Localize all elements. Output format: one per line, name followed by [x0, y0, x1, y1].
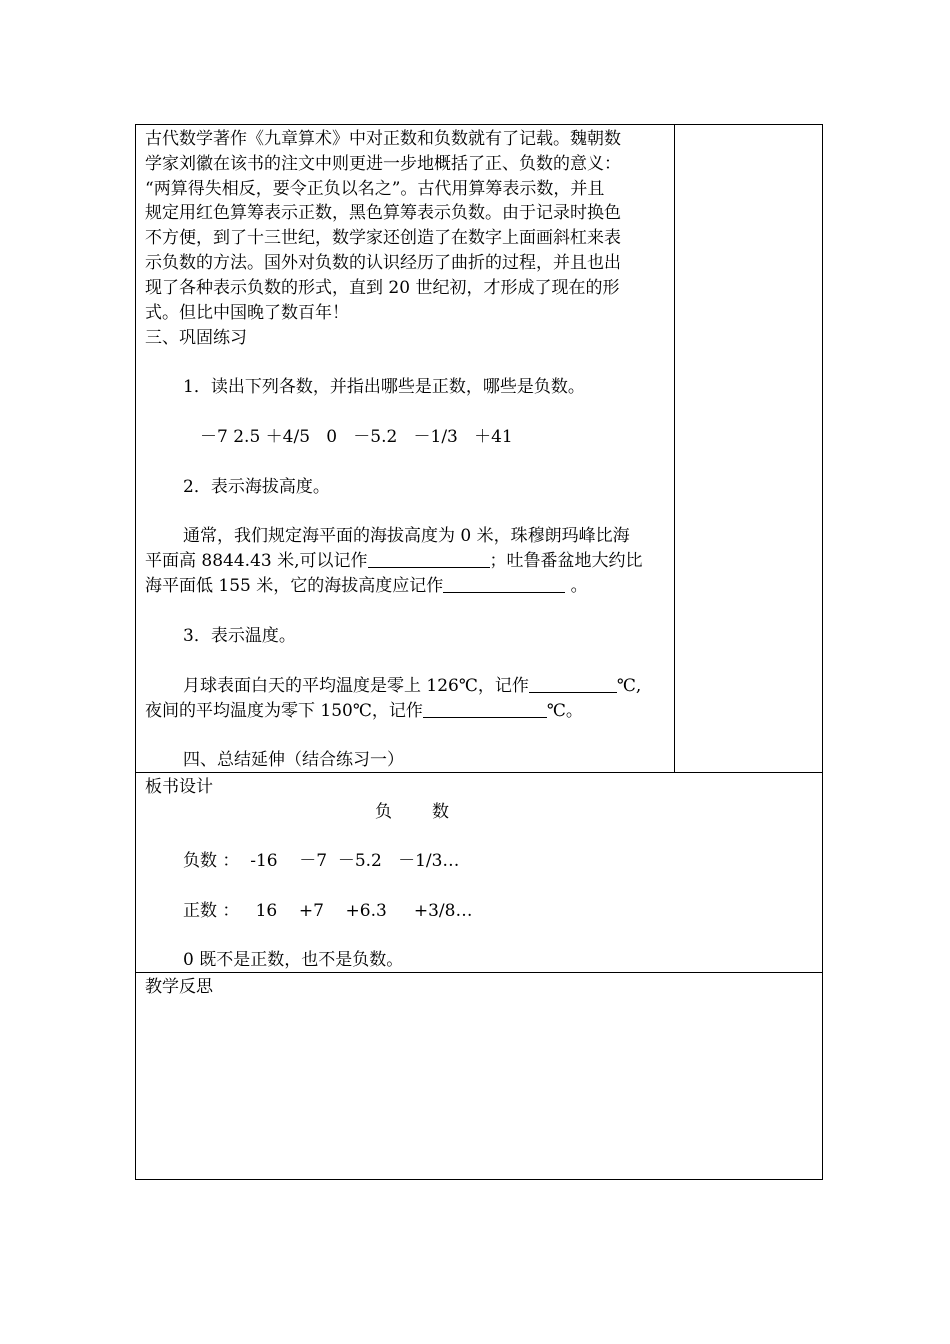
history-line: 现了各种表示负数的形式，直到 20 世纪初，才形成了现在的形: [145, 277, 620, 298]
answer-blank-turpan[interactable]: [443, 574, 565, 593]
exercise3-line1-text: 月球表面白天的平均温度是零上 126℃，记作: [183, 676, 529, 696]
history-line: 不方便，到了十三世纪，数学家还创造了在数字上面画斜杠来表: [145, 228, 621, 249]
board-negative-line: 负数 ： -16 －7 －5.2 －1/3…: [183, 851, 460, 871]
exercise3-line2-unit: ℃。: [546, 701, 583, 721]
board-positive-line: 正数 ： 16 +7 +6.3 +3/8…: [183, 901, 473, 921]
board-title-char-1: 负: [375, 802, 392, 822]
history-line: “两算得失相反，要令正负以名之”。古代用算筹表示数，并且: [145, 178, 605, 199]
exercise2-line1: 通常，我们规定海平面的海拔高度为 0 米，珠穆朗玛峰比海: [183, 526, 630, 546]
exercise2-prompt: 2．表示海拔高度。: [183, 477, 330, 497]
history-line: 规定用红色算筹表示正数，黑色算筹表示负数。由于记录时换色: [145, 203, 621, 224]
exercise2-line2-rest: ；吐鲁番盆地大约比: [489, 551, 643, 571]
exercise2-line3-rest: 。: [565, 576, 588, 596]
history-line: 式。但比中国晚了数百年！: [145, 302, 349, 323]
board-zero-line: 0 既不是正数，也不是负数。: [183, 950, 404, 970]
exercise3-line1: [183, 674, 641, 699]
section3-heading: 三、巩固练习: [145, 328, 247, 348]
exercise2-line2-text: 平面高 8844.43 米,可以记作: [145, 551, 368, 571]
exercise3-line1-unit: ℃,: [616, 676, 642, 696]
exercise2-line3: [145, 574, 588, 599]
board-title-char-2: 数: [432, 802, 449, 822]
history-line: 古代数学著作《九章算术》中对正数和负数就有了记载。魏朝数: [145, 129, 621, 149]
answer-blank-night-temp[interactable]: [423, 699, 547, 718]
history-line: 学家刘徽在该书的注文中则更进一步地概括了正、负数的意义：: [145, 153, 621, 174]
exercise3-line2: [145, 699, 583, 724]
section4-heading: 四、总结延伸（结合练习一）: [183, 750, 404, 770]
exercise2-line3-text: 海平面低 155 米，它的海拔高度应记作: [145, 576, 444, 596]
answer-blank-day-temp[interactable]: [529, 674, 617, 693]
exercise1-prompt: 1．读出下列各数，并指出哪些是正数，哪些是负数。: [183, 377, 585, 397]
notes-column-divider: [674, 124, 675, 772]
board-design-label: 板书设计: [145, 777, 213, 797]
exercise1-numbers: －7 2.5 ＋4/5 0 －5.2 －1/3 ＋41: [200, 427, 513, 447]
history-line: 示负数的方法。国外对负数的认识经历了曲折的过程，并且也出: [145, 252, 621, 273]
history-paragraph: [145, 127, 670, 325]
teaching-reflection-label: 教学反思: [145, 977, 213, 997]
exercise3-line2-text: 夜间的平均温度为零下 150℃，记作: [145, 701, 423, 721]
exercise2-line2: [145, 549, 643, 574]
exercise3-prompt: 3．表示温度。: [183, 626, 296, 646]
answer-blank-everest[interactable]: [368, 549, 490, 568]
